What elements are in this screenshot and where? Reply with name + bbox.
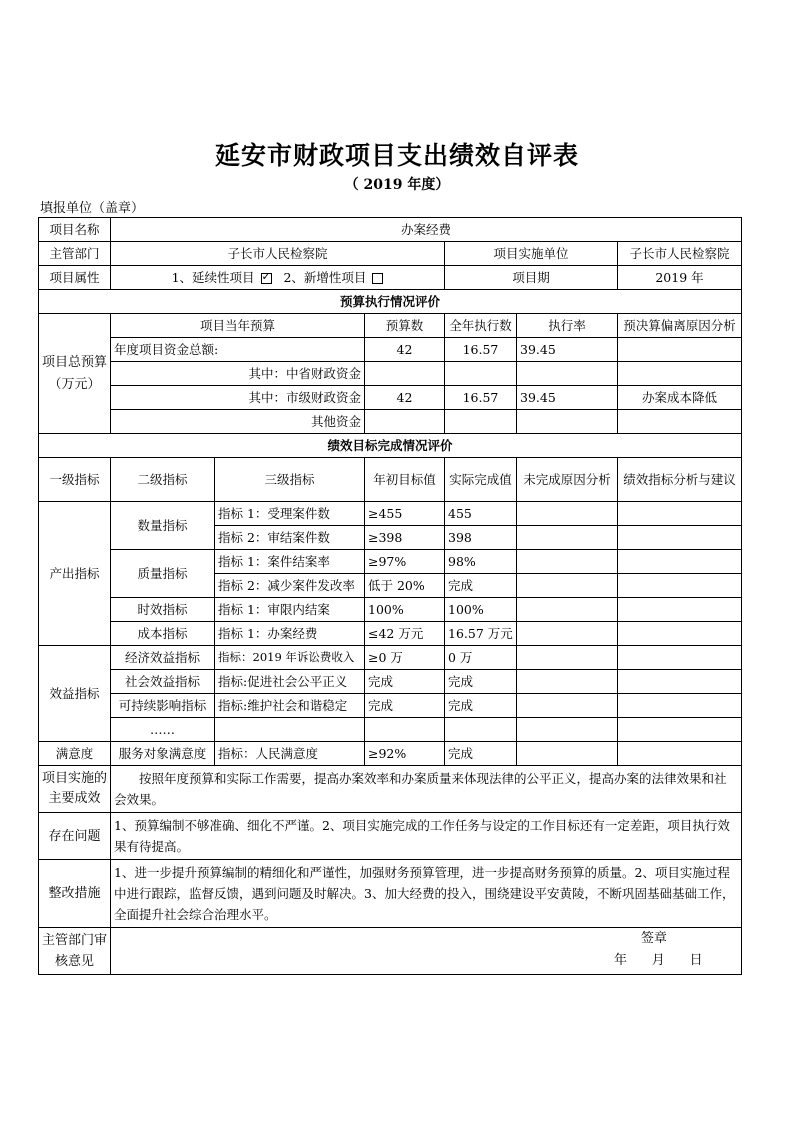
budget-row-reason: 办案成本降低: [618, 386, 742, 410]
cost-indicator-label: 成本指标: [111, 622, 215, 646]
table-row: [39, 622, 742, 646]
perf-header-advice: 绩效指标分析与建议: [618, 458, 742, 502]
table-row: [39, 598, 742, 622]
benefit-indicator-label: 效益指标: [39, 646, 111, 742]
perf-header-level1: 一级指标: [39, 458, 111, 502]
indicator-actual: 完成: [445, 742, 517, 766]
budget-row-exec: [445, 410, 517, 434]
budget-row-exec: 16.57: [445, 386, 517, 410]
service-indicator-label: 服务对象满意度: [111, 742, 215, 766]
impl-unit-value: 子长市人民检察院: [618, 242, 742, 266]
indicator-target: ≥92%: [365, 742, 445, 766]
budget-row-reason: [618, 410, 742, 434]
budget-row-reason: [618, 362, 742, 386]
results-text: 按照年度预算和实际工作需要，提高办案效率和办案质量来体现法律的公平正义，提高办案的法律效果和社会效果。: [111, 766, 742, 813]
indicator-name: 指标 1：办案经费: [215, 622, 365, 646]
budget-row: [39, 362, 742, 386]
attr-option-new: 2、新增性项目: [283, 270, 367, 285]
satisfaction-indicator-label: 满意度: [39, 742, 111, 766]
budget-row-amount: [365, 410, 445, 434]
output-indicator-label: 产出指标: [39, 502, 111, 646]
dept-value: 子长市人民检察院: [111, 242, 445, 266]
ellipsis: ……: [111, 718, 215, 742]
indicator-actual: 0 万: [445, 646, 517, 670]
budget-row-amount: 42: [365, 338, 445, 362]
indicator-name: 指标：人民满意度: [215, 742, 365, 766]
attr-label: 项目属性: [39, 266, 111, 290]
indicator-actual: 完成: [445, 574, 517, 598]
budget-header-amount: 预算数: [365, 314, 445, 338]
indicator-target: ≥455: [365, 502, 445, 526]
project-name-value: 办案经费: [111, 218, 742, 242]
indicator-name: 指标：2019 年诉讼费收入: [215, 646, 365, 670]
time-indicator-label: 时效指标: [111, 598, 215, 622]
indicator-target: 低于 20%: [365, 574, 445, 598]
perf-section-heading: 绩效目标完成情况评价: [39, 434, 742, 458]
project-name-label: 项目名称: [39, 218, 111, 242]
budget-row-rate: [517, 410, 618, 434]
review-area: [111, 928, 742, 975]
period-label: 项目期: [445, 266, 618, 290]
attr-options: [111, 266, 445, 290]
budget-row: [39, 338, 742, 362]
budget-row-label: 其中：市级财政资金: [111, 386, 365, 410]
table-row: [39, 742, 742, 766]
review-label: 主管部门审核意见: [39, 928, 111, 975]
indicator-target: ≤42 万元: [365, 622, 445, 646]
table-row: [39, 550, 742, 574]
table-row: [39, 646, 742, 670]
indicator-name: 指标 1：受理案件数: [215, 502, 365, 526]
perf-header-target: 年初目标值: [365, 458, 445, 502]
budget-row-rate: [517, 362, 618, 386]
indicator-actual: 16.57 万元: [445, 622, 517, 646]
budget-row: [39, 386, 742, 410]
indicator-actual: 98%: [445, 550, 517, 574]
social-indicator-label: 社会效益指标: [111, 670, 215, 694]
fix-label: 整改措施: [39, 860, 111, 928]
perf-header-level2: 二级指标: [111, 458, 215, 502]
indicator-target: 100%: [365, 598, 445, 622]
indicator-name: 指标 1：审限内结案: [215, 598, 365, 622]
budget-row-exec: [445, 362, 517, 386]
perf-header-actual: 实际完成值: [445, 458, 517, 502]
table-row: [39, 502, 742, 526]
table-row: [39, 718, 742, 742]
indicator-target: ≥0 万: [365, 646, 445, 670]
indicator-actual: 100%: [445, 598, 517, 622]
indicator-actual: 398: [445, 526, 517, 550]
budget-row-amount: [365, 362, 445, 386]
sign-label: 签章: [641, 931, 668, 946]
indicator-actual: 完成: [445, 694, 517, 718]
issues-text: 1、预算编制不够准确、细化不严谨。2、项目实施完成的工作任务与设定的工作目标还有一定差距，项目执行效果有待提高。: [111, 813, 742, 860]
budget-row-reason: [618, 338, 742, 362]
indicator-target: ≥398: [365, 526, 445, 550]
dept-label: 主管部门: [39, 242, 111, 266]
sustain-indicator-label: 可持续影响指标: [111, 694, 215, 718]
evaluation-table: [38, 217, 742, 975]
indicator-actual: 完成: [445, 670, 517, 694]
econ-indicator-label: 经济效益指标: [111, 646, 215, 670]
quality-indicator-label: 质量指标: [111, 550, 215, 598]
budget-section-heading: 预算执行情况评价: [39, 290, 742, 314]
indicator-name: 指标 2：减少案件发改率: [215, 574, 365, 598]
issues-label: 存在问题: [39, 813, 111, 860]
indicator-name: 指标:促进社会公平正义: [215, 670, 365, 694]
fix-text: 1、进一步提升预算编制的精细化和严谨性，加强财务预算管理，进一步提高财务预算的质量。2、项目实施过程中进行跟踪，监督反馈，遇到问题及时解决。3、加大经费的投入，围绕建设平安黄陵，不断巩固基础基础工作，全面提升社会综合治理水平。: [111, 860, 742, 928]
indicator-target: 完成: [365, 670, 445, 694]
budget-row-rate: 39.45: [517, 338, 618, 362]
unchecked-checkbox-icon[interactable]: [372, 273, 383, 284]
perf-header-reason: 未完成原因分析: [517, 458, 618, 502]
checked-checkbox-icon[interactable]: [261, 273, 272, 284]
indicator-name: 指标 2：审结案件数: [215, 526, 365, 550]
indicator-actual: 455: [445, 502, 517, 526]
table-row: [39, 670, 742, 694]
quantity-indicator-label: 数量指标: [111, 502, 215, 550]
indicator-target: 完成: [365, 694, 445, 718]
sign-date: 年 月 日: [614, 953, 703, 968]
table-row: [39, 694, 742, 718]
budget-header-reason: 预决算偏离原因分析: [618, 314, 742, 338]
impl-unit-label: 项目实施单位: [445, 242, 618, 266]
budget-row-rate: 39.45: [517, 386, 618, 410]
budget-row-exec: 16.57: [445, 338, 517, 362]
indicator-target: ≥97%: [365, 550, 445, 574]
period-value: 2019 年: [618, 266, 742, 290]
page-subtitle: （ 2019 年度）: [344, 177, 450, 193]
budget-row-amount: 42: [365, 386, 445, 410]
indicator-name: 指标 1：案件结案率: [215, 550, 365, 574]
perf-header-level3: 三级指标: [215, 458, 365, 502]
attr-option-continuing: 1、延续性项目: [171, 270, 255, 285]
budget-row: [39, 410, 742, 434]
budget-row-label: 其他资金: [111, 410, 365, 434]
total-budget-label: 项目总预算（万元）: [39, 314, 111, 434]
budget-row-label: 年度项目资金总额:: [111, 338, 365, 362]
indicator-name: 指标:维护社会和谐稳定: [215, 694, 365, 718]
budget-row-label: 其中：中省财政资金: [111, 362, 365, 386]
filing-unit-label: 填报单位（盖章）: [40, 201, 145, 216]
budget-header-item: 项目当年预算: [111, 314, 365, 338]
budget-header-exec: 全年执行数: [445, 314, 517, 338]
results-label: 项目实施的主要成效: [39, 766, 111, 813]
page-title: 延安市财政项目支出绩效自评表: [214, 141, 579, 170]
budget-header-rate: 执行率: [517, 314, 618, 338]
